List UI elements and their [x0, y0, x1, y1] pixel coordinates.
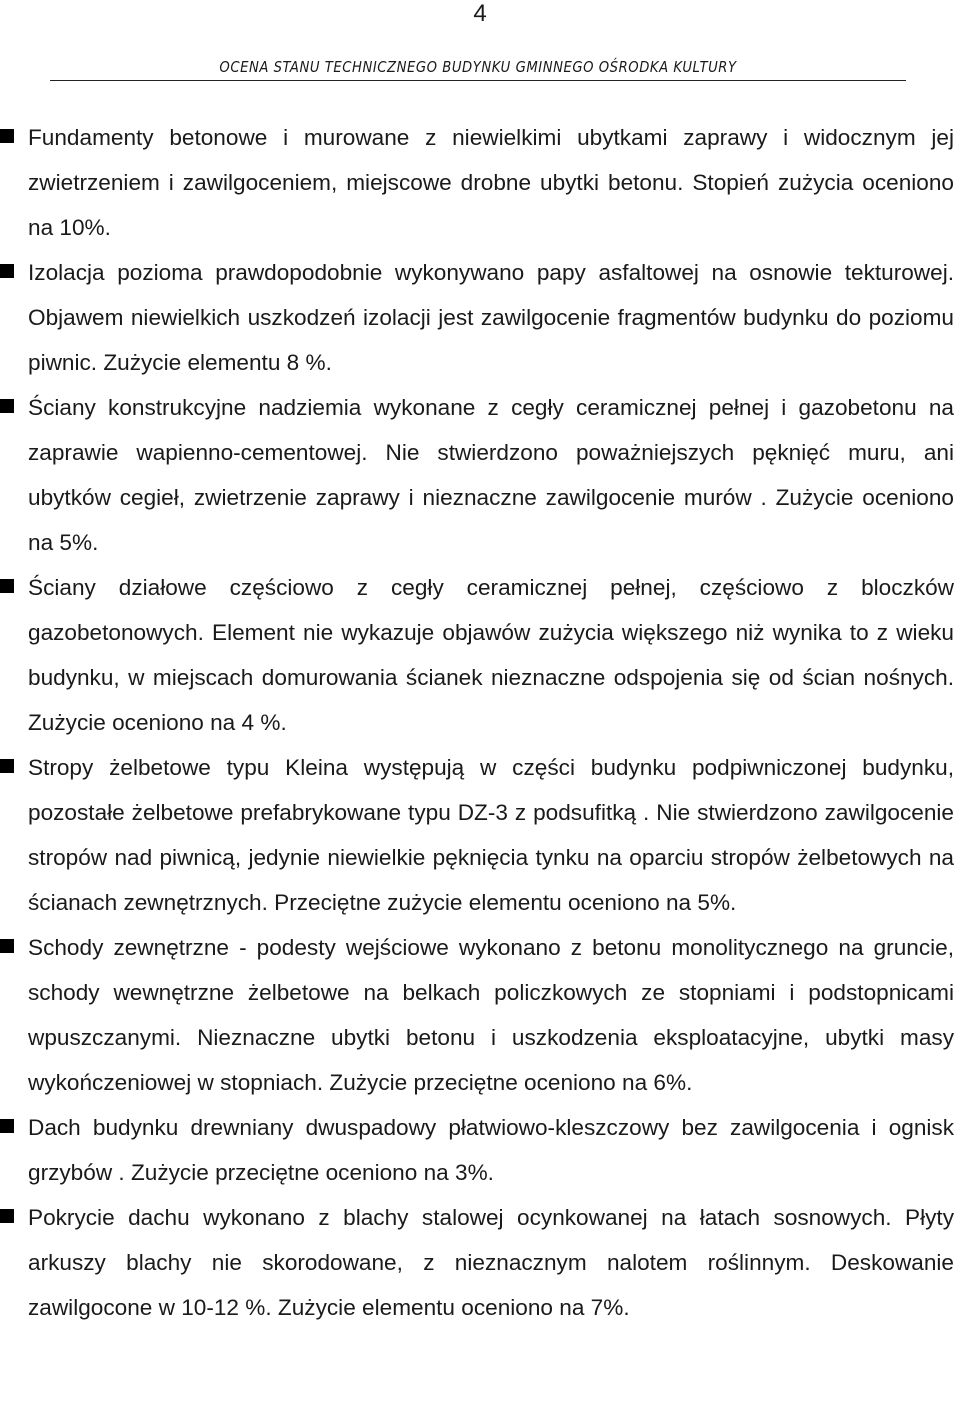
- square-bullet-icon: [0, 1209, 14, 1223]
- list-item-ceilings: [28, 745, 954, 925]
- square-bullet-icon: [0, 579, 14, 593]
- list-item-roof: [28, 1105, 954, 1195]
- list-item-text: Ściany działowe częściowo z cegły ceramicznej pełnej, częściowo z bloczków gazobetonowych. Element nie wykazuje objawów zużycia większego niż wynika to z wieku budynku, w miejscach domurowania ścianek nieznaczne odspojenia się od ścian nośnych. Zużycie oceniono na 4 %.: [28, 575, 954, 735]
- square-bullet-icon: [0, 939, 14, 953]
- square-bullet-icon: [0, 1119, 14, 1133]
- list-item-text: Pokrycie dachu wykonano z blachy stalowej ocynkowanej na łatach sosnowych. Płyty arkuszy blachy nie skorodowane, z nieznacznym nalotem roślinnym. Deskowanie zawilgocone w 10-12 %. Zużycie elementu oceniono na 7%.: [28, 1205, 954, 1320]
- list-item-partition-walls: [28, 565, 954, 745]
- list-item-text: Dach budynku drewniany dwuspadowy płatwiowo-kleszczowy bez zawilgocenia i ognisk grzybów . Zużycie przeciętne oceniono na 3%.: [28, 1115, 954, 1185]
- list-item-text: Ściany konstrukcyjne nadziemia wykonane z cegły ceramicznej pełnej i gazobetonu na zaprawie wapienno-cementowej. Nie stwierdzono poważniejszych pęknięć muru, ani ubytków cegieł, zwietrzenie zaprawy i nieznaczne zawilgocenie murów . Zużycie oceniono na 5%.: [28, 395, 954, 555]
- list-item-text: Stropy żelbetowe typu Kleina występują w części budynku podpiwniczonej budynku, pozostałe żelbetowe prefabrykowane typu DZ-3 z podsufitką . Nie stwierdzono zawilgocenie stropów nad piwnicą, jedynie niewielkie pęknięcia tynku na oparciu stropów żelbetowych na ścianach zewnętrznych. Przeciętne zużycie elementu oceniono na 5%.: [28, 755, 954, 915]
- running-header-title: OCENA STANU TECHNICZNEGO BUDYNKU GMINNEGO OŚRODKA KULTURY: [219, 58, 737, 76]
- list-item-stairs: [28, 925, 954, 1105]
- list-item-text: Fundamenty betonowe i murowane z niewielkimi ubytkami zaprawy i widocznym jej zwietrzeniem i zawilgoceniem, miejscowe drobne ubytki betonu. Stopień zużycia oceniono na 10%.: [28, 125, 954, 240]
- list-item-insulation: [28, 250, 954, 385]
- list-item-foundations: [28, 115, 954, 250]
- square-bullet-icon: [0, 759, 14, 773]
- list-item-text: Schody zewnętrzne - podesty wejściowe wykonano z betonu monolitycznego na gruncie, schody wewnętrzne żelbetowe na belkach policzkowych ze stopniami i podstopnicami wpuszczanymi. Nieznaczne ubytki betonu i uszkodzenia eksploatacyjne, ubytki masy wykończeniowej w stopniach. Zużycie przeciętne oceniono na 6%.: [28, 935, 954, 1095]
- page-number: 4: [473, 0, 487, 27]
- list-item-roofing: [28, 1195, 954, 1330]
- square-bullet-icon: [0, 129, 14, 143]
- header-divider: [50, 80, 906, 81]
- square-bullet-icon: [0, 264, 14, 278]
- square-bullet-icon: [0, 399, 14, 413]
- list-item-structural-walls: [28, 385, 954, 565]
- document-body: [28, 115, 954, 1330]
- list-item-text: Izolacja pozioma prawdopodobnie wykonywano papy asfaltowej na osnowie tekturowej. Objawem niewielkich uszkodzeń izolacji jest zawilgocenie fragmentów budynku do poziomu piwnic. Zużycie elementu 8 %.: [28, 260, 954, 375]
